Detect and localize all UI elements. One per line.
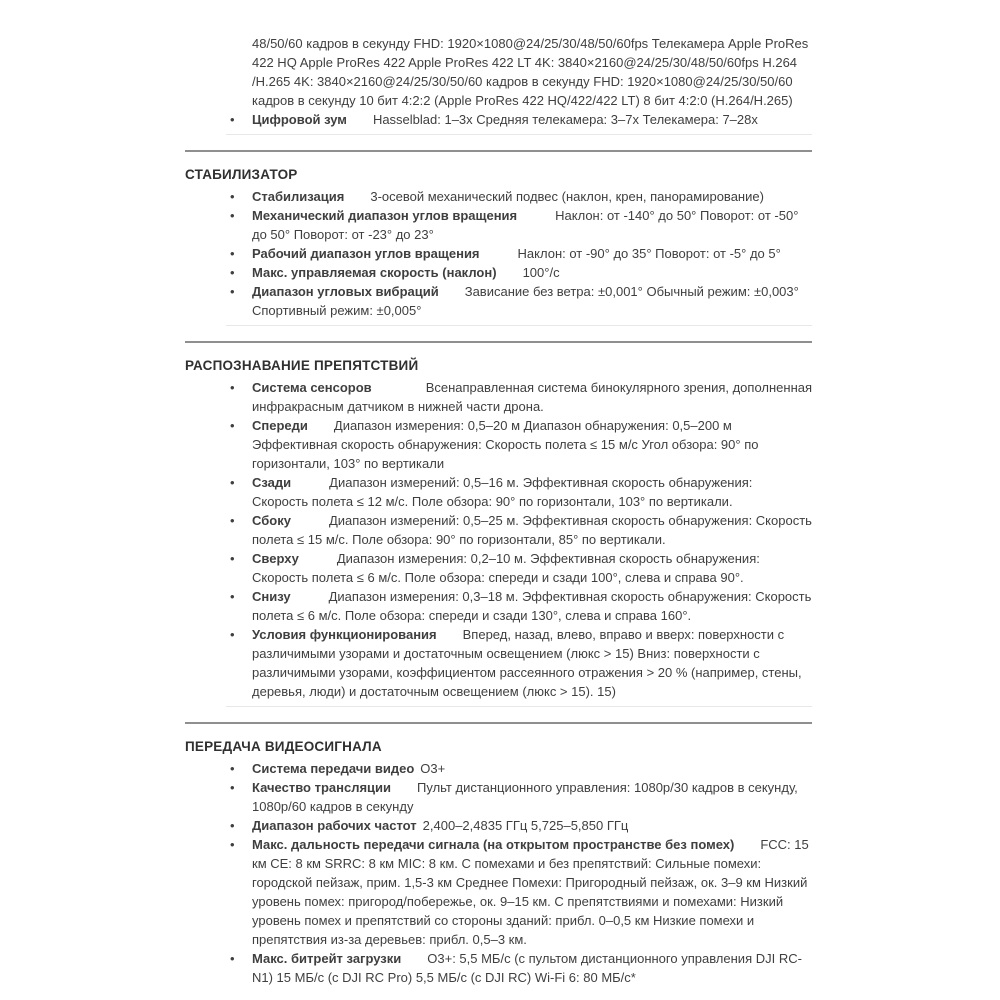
spec-item-digital-zoom: [226, 110, 812, 129]
label-value-gap: [299, 562, 337, 563]
label-value-gap: [497, 276, 523, 277]
spec-item-operating-environment: [226, 625, 812, 701]
spec-label: Макс. управляемая скорость (наклон): [252, 265, 497, 280]
spec-label: Макс. дальность передачи сигнала (на открытом пространстве без помех): [252, 837, 735, 852]
spec-item-max-transmission-distance: [226, 835, 812, 949]
document-content: [185, 0, 812, 992]
spec-label: Сбоку: [252, 513, 291, 528]
spec-value: Диапазон измерений: 0,5–25 м. Эффективная скорость обнаружения: Скорость полета ≤ 15 м/с. Поле обзора: 90° по горизонтали, 85° по вертикали.: [252, 513, 812, 547]
spec-item-transmission-system: [226, 759, 812, 778]
spec-item-backward: [226, 473, 812, 511]
spec-value: O3+: [420, 761, 446, 776]
label-value-gap: [439, 295, 465, 296]
section-divider: [185, 341, 812, 343]
label-value-gap: [734, 848, 760, 849]
spec-item-live-view-quality: [226, 778, 812, 816]
spec-value: Диапазон измерения: 0,3–18 м. Эффективная скорость обнаружения: Скорость полета ≤ 6 м/с. Поле обзора: спереди и сзади 130°, слева и справа 160°.: [252, 589, 812, 623]
transmission-spec-list: [226, 759, 812, 992]
section-title-sensing: РАСПОЗНАВАНИЕ ПРЕПЯТСТВИЙ: [185, 358, 419, 373]
spec-item-controllable-range: [226, 244, 812, 263]
section-title-gimbal: СТАБИЛИЗАТОР: [185, 167, 298, 182]
spec-item-sensing-system: [226, 378, 812, 416]
spec-item-frequency-range: [226, 816, 812, 835]
label-value-gap: [291, 486, 329, 487]
spec-label: Цифровой зум: [252, 112, 347, 127]
video-format-continuation-text: 48/50/60 кадров в секунду FHD: 1920×1080@24/25/30/48/50/60fps Телекамера Apple ProRes 422 HQ Apple ProRes 422 Apple ProRes 422 LT 4K: 3840×2160@24/25/30/48/50/60fps H.264 /H.265 4K: 3840×2160@24/25/30/50/60 кадров в секунду FHD: 1920×1080@24/25/30/50/60 кадров в секунду 10 бит 4:2:2 (Apple ProRes 422 HQ/422/422 LT) 8 бит 4:2:0 (H.264/H.265): [252, 36, 809, 108]
spec-value: 2,400–2,4835 ГГц 5,725–5,850 ГГц: [422, 818, 629, 833]
spec-value: 3-осевой механический подвес (наклон, крен, панорамирование): [370, 189, 764, 204]
spec-value: Наклон: от -140° до 50° Поворот: от -50° до 50° Поворот: от -23° до 23°: [252, 208, 799, 242]
spec-value: O3+: 5,5 МБ/с (с пультом дистанционного управления DJI RC-N1) 15 МБ/с (с DJI RC Pro) 5,5 МБ/с (с DJI RC) Wi-Fi 6: 80 МБ/с*: [252, 951, 802, 985]
label-value-gap: [437, 638, 463, 639]
spec-value: Вперед, назад, влево, вправо и вверх: поверхности с различимыми узорами и достаточным освещением (люкс > 15) Вниз: поверхности с различимыми узорами, коэффициентом рассеянного отражения > 20 % (например, стены, деревья, люди) и достаточным освещением (люкс > 15). 15): [252, 627, 802, 699]
section-divider: [185, 722, 812, 724]
spec-label: Снизу: [252, 589, 291, 604]
spec-item-forward: [226, 416, 812, 473]
label-value-gap: [347, 123, 373, 124]
label-value-gap: [517, 219, 555, 220]
label-value-gap: [291, 600, 329, 601]
spec-label: Диапазон рабочих частот: [252, 818, 417, 833]
spec-label: Спереди: [252, 418, 308, 433]
spec-item-vibration-range: [226, 282, 812, 320]
spec-label: Система передачи видео: [252, 761, 415, 776]
spec-value: FCC: 15 км CE: 8 км SRRC: 8 км MIC: 8 км. С помехами и без препятствий: Сильные помехи: городской пейзаж, прим. 1,5-3 км Среднее Помехи: Пригородный пейзаж, ок. 3–9 км Низкий уровень помех: пригород/побережье, ок. 9–15 км. С препятствиями и помехами: Низкий уровень помех и препятствий со стороны зданий: прибл. 0–0,5 км Низкие помехи и препятствия из-за деревьев: прибл. 0,5–3 км.: [252, 837, 809, 947]
spec-label: Сверху: [252, 551, 299, 566]
label-value-gap: [344, 200, 370, 201]
gimbal-spec-list: [226, 187, 812, 326]
spec-value: Диапазон измерений: 0,5–16 м. Эффективная скорость обнаружения: Скорость полета ≤ 12 м/с. Поле обзора: 90° по горизонтали, 103° по вертикали.: [252, 475, 753, 509]
spec-label: Макс. битрейт загрузки: [252, 951, 402, 966]
spec-item-mechanical-range: [226, 206, 812, 244]
spec-label: Качество трансляции: [252, 780, 392, 795]
spec-value: Hasselblad: 1–3x Средняя телекамера: 3–7x Телекамера: 7–28x: [372, 112, 758, 127]
section-divider: [185, 150, 812, 152]
label-value-gap: [391, 791, 417, 792]
spec-label: Сзади: [252, 475, 292, 490]
spec-label: Стабилизация: [252, 189, 345, 204]
label-value-gap: [372, 391, 426, 392]
spec-item-downward: [226, 587, 812, 625]
spec-label: Система сенсоров: [252, 380, 372, 395]
label-value-gap: [291, 524, 329, 525]
spec-value: Всенаправленная система бинокулярного зрения, дополненная инфракрасным датчиком в нижней части дрона.: [252, 380, 813, 414]
label-value-gap: [308, 429, 334, 430]
spec-value: Наклон: от -90° до 35° Поворот: от -5° до 5°: [517, 246, 781, 261]
spec-value: Диапазон измерения: 0,2–10 м. Эффективная скорость обнаружения: Скорость полета ≤ 6 м/с. Поле обзора: спереди и сзади 100°, слева и справа 90°.: [252, 551, 760, 585]
spec-value: Зависание без ветра: ±0,001° Обычный режим: ±0,003° Спортивный режим: ±0,005°: [252, 284, 799, 318]
spec-value: 100°/с: [522, 265, 560, 280]
label-value-gap: [480, 257, 518, 258]
spec-label: Рабочий диапазон углов вращения: [252, 246, 480, 261]
spec-item-max-download-bitrate: [226, 949, 812, 987]
spec-label: Условия функционирования: [252, 627, 437, 642]
spec-label: Механический диапазон углов вращения: [252, 208, 518, 223]
spec-value: Диапазон измерения: 0,5–20 м Диапазон обнаружения: 0,5–200 м Эффективная скорость обнаружения: Скорость полета ≤ 15 м/с Угол обзора: 90° по горизонтали, 103° по вертикали: [252, 418, 759, 471]
section-title-transmission: ПЕРЕДАЧА ВИДЕОСИГНАЛА: [185, 739, 382, 754]
spec-item-lateral: [226, 511, 812, 549]
sensing-spec-list: [226, 378, 812, 707]
spec-value: Пульт дистанционного управления: 1080p/30 кадров в секунду, 1080p/60 кадров в секунду: [252, 780, 798, 814]
spec-item-max-control-speed: [226, 263, 812, 282]
spec-item-upward: [226, 549, 812, 587]
label-value-gap: [401, 962, 427, 963]
spec-item-stabilization: [226, 187, 812, 206]
intro-spec-list: [226, 110, 812, 135]
spec-label: Диапазон угловых вибраций: [252, 284, 439, 299]
